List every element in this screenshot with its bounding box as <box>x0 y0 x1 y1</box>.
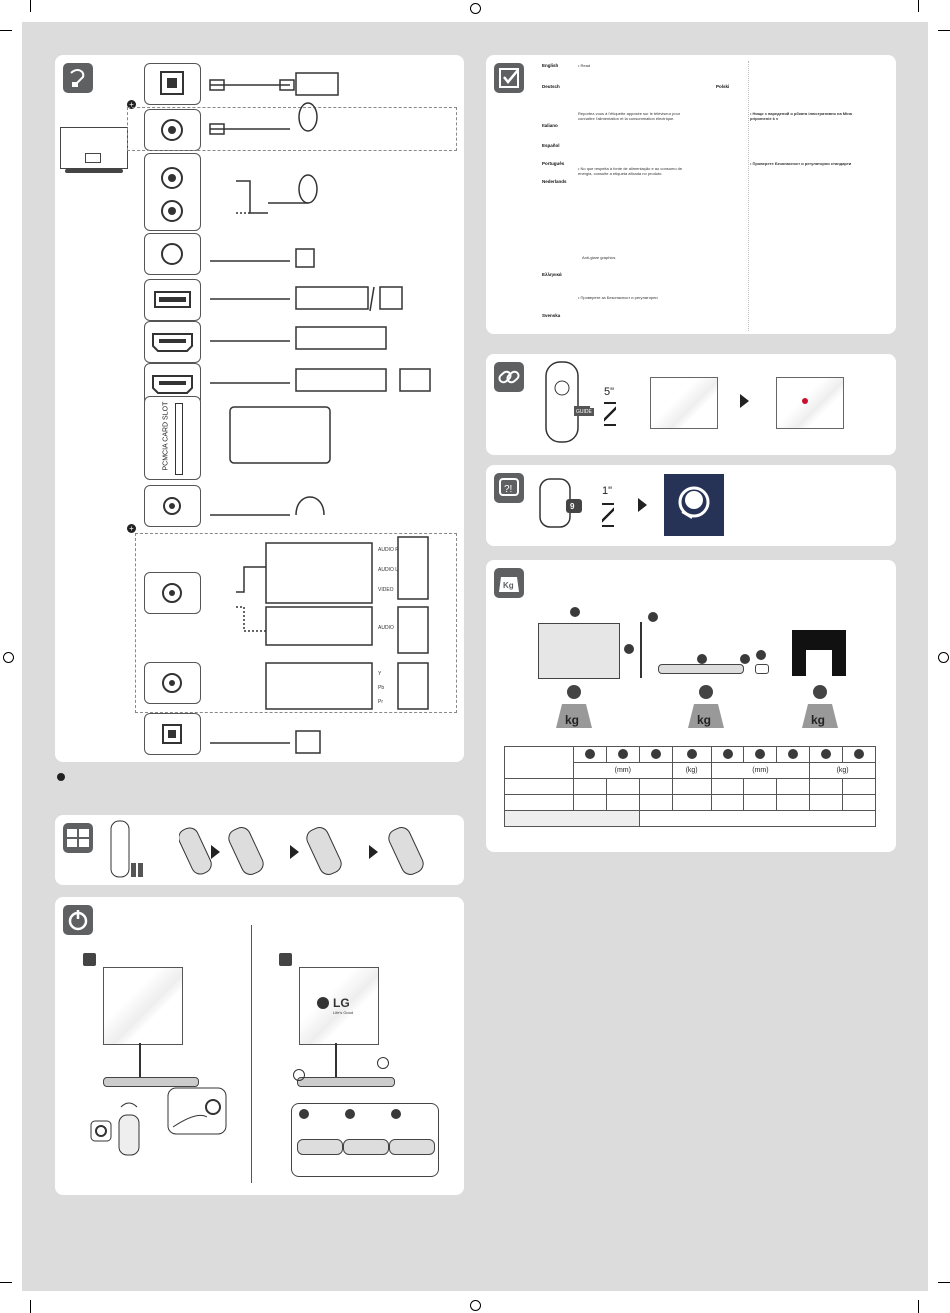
support-card <box>486 465 896 546</box>
table-row <box>505 779 876 795</box>
footnote-add-mark <box>57 773 65 781</box>
hdmi-port-1 <box>144 321 201 363</box>
french-line-1: Reportez-vous à l'étiquette apposée sur le téléviseur pour <box>578 111 681 116</box>
magic-remote-illustration <box>538 358 598 450</box>
pcmcia-label: PCMCIA CARD SLOT <box>162 401 170 471</box>
power-divider <box>251 925 252 1183</box>
step-marker-1 <box>83 953 96 966</box>
power-icon <box>63 905 93 935</box>
component-port <box>144 662 201 704</box>
hourglass-icon <box>604 402 616 426</box>
hourglass-icon-2 <box>602 503 614 527</box>
substep-marker-1 <box>299 1109 309 1119</box>
svg-text:kg: kg <box>565 713 580 727</box>
audio-label-r: AUDIO R <box>378 547 399 553</box>
lg-tagline: Life's Good <box>333 1010 354 1015</box>
battery-arrow-2 <box>290 845 299 859</box>
link-setup-card <box>486 354 896 455</box>
component-pb: Pb <box>378 685 385 691</box>
tv-cable-left <box>139 1043 141 1079</box>
svg-text:?!: ?! <box>504 484 513 495</box>
component-pr: Pr <box>378 699 383 705</box>
french-line-2: connaître l'alimentation et la consommation électrique. <box>578 116 675 121</box>
battery-step-4 <box>387 823 437 879</box>
right-line-3: • Проверете Безопасност и регулаторни стандарти <box>750 161 852 166</box>
substep-bar-1 <box>297 1139 343 1155</box>
substep-marker-3 <box>391 1109 401 1119</box>
five-second-label: 5" <box>604 386 615 398</box>
remote-and-batteries <box>103 819 153 881</box>
dim-marker-c <box>648 612 658 622</box>
soundbar-left <box>103 1077 199 1087</box>
step-marker-2 <box>279 953 292 966</box>
portuguese-line-1: • No que respeita à fonte de alimentação e ao consumo de <box>578 166 683 171</box>
dim-marker-f <box>756 650 766 660</box>
next-arrow-1 <box>740 394 749 408</box>
tv-port-area <box>85 153 101 163</box>
battery-step-2 <box>227 823 277 879</box>
component-y: Y <box>378 671 382 677</box>
nine-key: 9 <box>570 502 575 511</box>
dim-marker-e <box>740 654 750 664</box>
registration-mark-right <box>938 652 949 663</box>
lang-greek: Ελληνικά <box>542 272 562 277</box>
satellite-ports <box>144 153 201 231</box>
support-question-icon <box>494 473 524 503</box>
tv-front-view <box>538 623 620 679</box>
tv-off-screen <box>650 377 718 429</box>
dimensions-card <box>486 560 896 852</box>
weight-bag-icon <box>494 568 524 598</box>
right-line-1: • Нищо з наредений о рбката ілюстративно на Міна <box>750 111 852 116</box>
spec-table <box>504 746 876 827</box>
scale-icon-2 <box>686 684 726 730</box>
substep-bar-2 <box>343 1139 389 1155</box>
table-row <box>505 795 876 811</box>
connections-card <box>55 55 464 762</box>
scale-icon-1 <box>554 684 594 730</box>
soundbar-end-view <box>755 664 769 674</box>
add-mark-icon: + <box>127 100 136 109</box>
svg-text:Kg: Kg <box>503 581 514 590</box>
lg-logo-text: LG <box>333 996 350 1010</box>
dim-marker-b <box>624 644 634 654</box>
battery-polarity-icon <box>63 823 93 853</box>
remote-keypad-illustration <box>536 475 596 535</box>
remote-power-press <box>89 1097 155 1169</box>
support-agent-panel <box>664 474 724 536</box>
lg-logo-circle <box>317 997 329 1009</box>
power-button-closeup <box>167 1087 229 1137</box>
lang-polski: Polski <box>716 84 730 89</box>
dim-marker-d <box>697 654 707 664</box>
substep-marker-2 <box>345 1109 355 1119</box>
power-card <box>55 897 464 1195</box>
dim-marker-a <box>570 607 580 617</box>
lan-port <box>144 63 201 105</box>
battery-card <box>55 815 464 885</box>
lang-svenska: Svenska <box>542 313 561 318</box>
unit-mm-2: (mm) <box>711 763 810 779</box>
unit-kg-2: (kg) <box>810 763 876 779</box>
soundbar-top-view <box>658 664 744 674</box>
soundbar-right <box>297 1077 395 1087</box>
rotate-arrow-left <box>293 1069 305 1081</box>
battery-arrow-1 <box>211 845 220 859</box>
battery-arrow-3 <box>369 845 378 859</box>
wall-mount-cutout <box>806 650 832 676</box>
pcmcia-slot <box>144 396 201 480</box>
regulatory-card <box>486 55 896 334</box>
pcmcia-slot-opening <box>175 403 183 475</box>
scale-icon-3 <box>800 684 840 730</box>
column-divider <box>748 61 749 331</box>
cable-plug-icon <box>63 63 93 93</box>
one-second-label: 1" <box>602 485 613 497</box>
audio-label-l: AUDIO L <box>378 567 399 573</box>
lang-nederlands: Nederlands <box>542 179 567 184</box>
tv-side-view <box>640 622 642 678</box>
table-row <box>505 747 876 763</box>
tv-on-screen <box>776 377 844 429</box>
lang-espanol: Español <box>542 143 560 148</box>
checkmark-icon <box>494 63 524 93</box>
headphone-port <box>144 485 201 527</box>
tv-stand <box>65 169 123 173</box>
next-arrow-2 <box>638 498 647 512</box>
registration-mark-bottom <box>470 1300 481 1311</box>
add-mark-icon-2: + <box>127 524 136 533</box>
tv-screen-off <box>103 967 183 1045</box>
av-port <box>144 572 201 614</box>
video-label: VIDEO <box>378 587 394 593</box>
table-row <box>505 811 876 827</box>
lang-italiano: Italiano <box>542 123 558 128</box>
right-line-2: pripomenie k v <box>750 116 779 121</box>
optical-port <box>144 713 201 755</box>
cables-diagram <box>200 55 464 762</box>
link-chain-icon <box>494 362 524 392</box>
audio2-label: AUDIO <box>378 625 394 631</box>
registration-mark-top <box>470 3 481 14</box>
unit-mm-1: (mm) <box>574 763 673 779</box>
lang-english: English <box>542 63 559 68</box>
svg-text:kg: kg <box>811 713 826 727</box>
battery-step-3 <box>305 823 355 879</box>
anti-glare-text: Anti-glare graphics <box>582 255 616 260</box>
rf-port <box>144 233 201 275</box>
unit-kg-1: (kg) <box>672 763 711 779</box>
registration-mark-left <box>3 652 14 663</box>
lang-portugues: Português <box>542 161 565 166</box>
svg-text:kg: kg <box>697 713 712 727</box>
usb-port <box>144 279 201 321</box>
lang-deutsch: Deutsch <box>542 84 560 89</box>
lg-red-dot <box>802 398 808 404</box>
rotate-arrow-right <box>377 1057 389 1069</box>
portuguese-line-2: energia, consulte a etiqueta afixada no produto. <box>578 171 663 176</box>
substep-bar-3 <box>389 1139 435 1155</box>
english-bullet: • Read <box>578 63 591 68</box>
tv-cable-right <box>335 1043 337 1079</box>
guide-key: GUIDE <box>576 409 592 415</box>
bulgarian-line: • Проверете за Безопасност и регулаторни <box>578 295 658 300</box>
